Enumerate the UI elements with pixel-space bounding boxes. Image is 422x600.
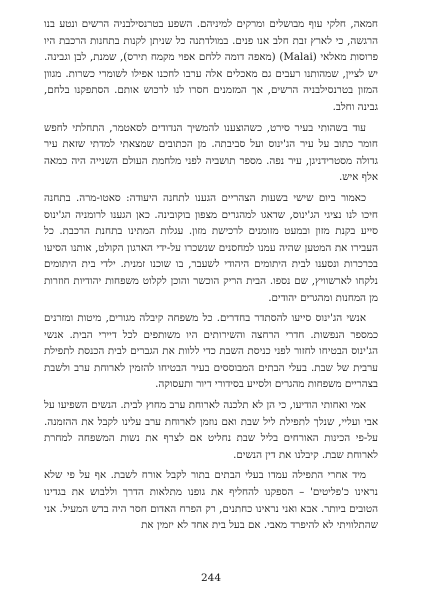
paragraph: חמאה, חלקי עוף מבושלים ומרקים למיניהם. השפע בטרנסילבניה הרשים ונטע בנו הרגשה, כי לארץ זבת חלב אנו פנים. במולדתנה כל שניתן לקנות בתחנות הרכבת היו פרוסות מאלאי (Malai) (מאפה דומה ללחם אפוי מקמח תירס), שמנת, לבן וגבינה. יש לציין, שמהותנו רעבים גם מאכלים אלה ערבו לחכנו אפילו לשומרי כשרות. מגוון המזון בטרנסילבניה הרשים, אך המזמנים חסרו לנו לרכוש אותם. הסתפקנו בלחם, גבינה וחלב.	[44, 18, 378, 113]
paragraph: אמי ואחותי הודיעו, כי הן לא תלכנה לארוחת ערב מחוץ לבית. הנשים השפיעו על אבי ועליי, שנלך לתפילת ליל שבת ואם נוזמן לארוחת ערב עלינו לקבל את ההזמנה. על-פי הכינות האורחים בליל שבת נחליט אם לצרף את נשות המשפחה למחרת לארוחת שבת. קיבלנו את דין הנשים.	[44, 399, 378, 461]
page-number: 244	[200, 572, 222, 584]
book-page	[44, 16, 378, 584]
paragraph: אנשי הג'ינוס סייעו להסתדר בחדרים. כל משפחה קיבלה מגורים, מיטות ומזרנים כמספר הנפשות. חדרי הרחצה והשירותים היו משותפים לכל דיירי הבית. אנשי הג'ינוס הבטיחו לחזור לפני כניסת השבת כדי ללוות את הגברים לבית הכנסת לתפילת ערבית של שבת. בעלי הבתים המבוססים בעיר הבטיחו להזמין לארוחת ערב ולשבת בצהריים משפחות מהגרים ולסייע בסידורי דיור ותעסוקה.	[44, 312, 378, 391]
paragraph: כאמור ביום שישי בשעות הצהריים הגענו לתחנה היעודה: סאטו-מרה. בתחנה חיכו לנו נציגי הג'ינוס, שדאגו למהגרים מצפון בוקובינה. כאן הגענו לרומניה הג'ינוס סייע בקנת מזון ובמעט מזומנים לרכישת מזון. עגלות המתינו בתחנת הרכבת. כל העבירו את המטען שהיה עמנו למחסנים שנשכרו על-ידי הארגון הקולט, אותנו הסיעו בכרכרות ונסענו לבית היתומים היהודי לשעבר, בו שוכנו זמנית. ילדי בית היתומים נלקחו לארשוויץ, שם נספו. הבית הריק הוכשר והוכן לקלוט משפחות יהודיות חוזרות מן המחנות ומהגרים יהודים.	[44, 191, 378, 304]
paragraph: מיד אחרי התפילה עמדו בעלי הבתים בתור לקבל אורח לשבת. אף על פי שלא נראינו כ'פליטים' – הספקנו להחליף את גופנו מתלאות הדרך וללבוש את בגדינו הטובים ביותר. אבא ואני נראינו כחתנים, רק הפרח האדום חסר היה בדש המעיל. אני שהתלוויתי לא להיפרד מאבי. אם בעל בית אחד לא יזמין את	[44, 469, 378, 532]
page-body	[44, 16, 378, 534]
paragraph: עוד בשהותי בעיר סירט, כשהוצענו להמשיך הנדודים לסאטמר, התחלתי לחפש חומר כתוב על עיר הג'ינוס ועל סביבתה. מן הכתובים שמצאתי למדתי שזאת עיר גדולה מסטרידניגן, עיר נפה. מספר תושביה לפני מלחמת העולם השנייה היה כמאה אלף איש.	[44, 121, 378, 184]
